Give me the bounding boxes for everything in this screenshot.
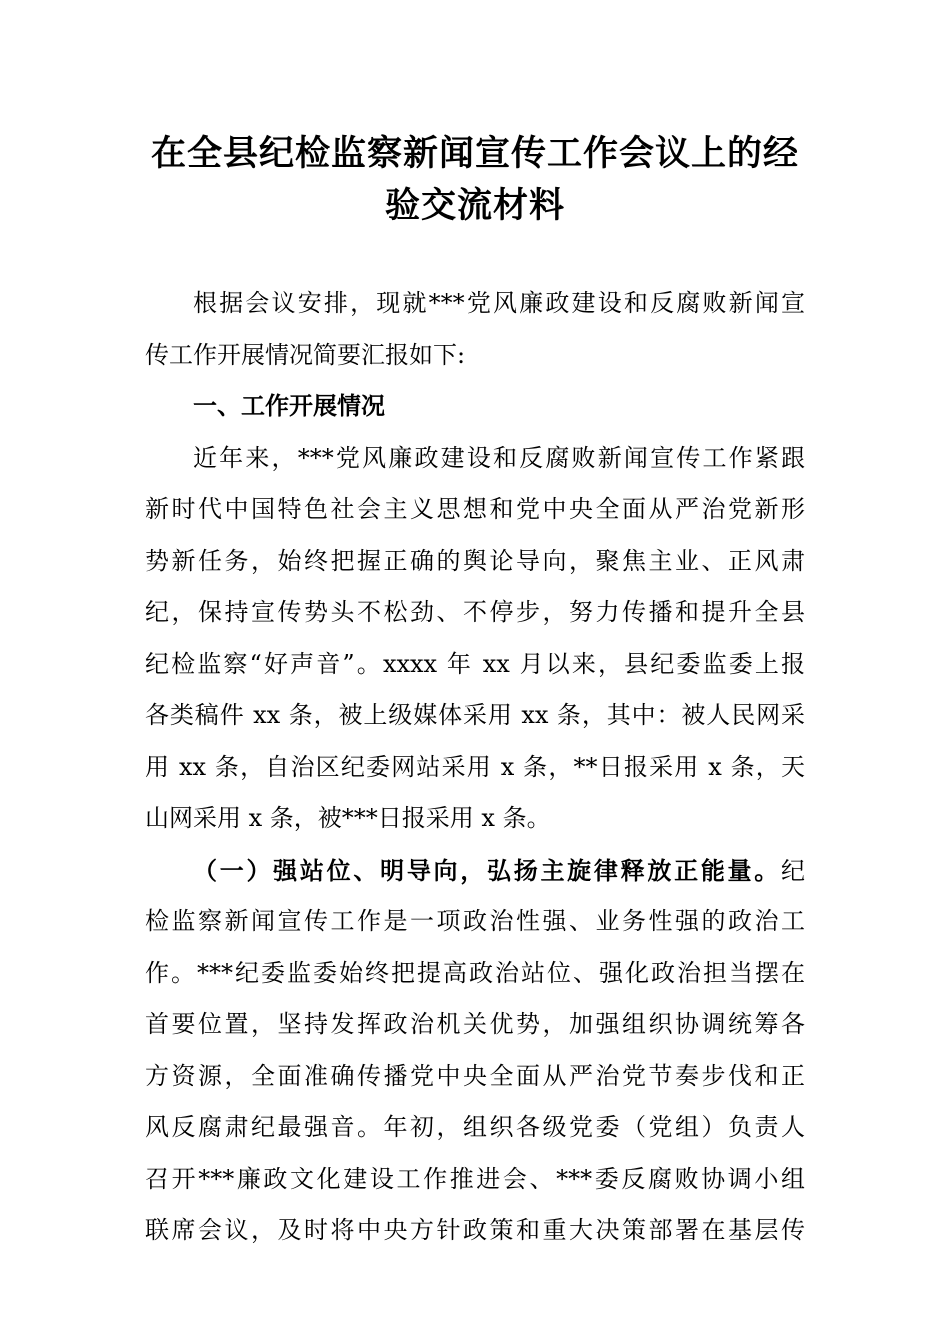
paragraph-2-line-6: 风反腐肃纪最强音。年初，组织各级党委（党组）负责人 [145, 1113, 805, 1141]
paragraph-2-line-1 [145, 845, 805, 897]
paragraph-2-line-5: 方资源，全面准确传播党中央全面从严治党节奏步伐和正 [145, 1061, 805, 1090]
title-line-2: 验交流材料 [384, 186, 565, 226]
intro-line-1: 根据会议安排，现就***党风廉政建设和反腐败新闻宣 [193, 289, 805, 317]
paragraph-2-line-8: 联席会议，及时将中央方针政策和重大决策部署在基层传 [145, 1216, 805, 1244]
intro-line-2: 传工作开展情况简要汇报如下: [145, 340, 466, 369]
paragraph-1-line-8: 山网采用 x 条，被***日报采用 x 条。 [145, 804, 551, 832]
document-body [145, 278, 805, 1257]
paragraph-2-line-3: 作。***纪委监委始终把提高政治站位、强化政治担当摆在 [145, 958, 805, 987]
paragraph-1-line-1: 近年来，***党风廉政建设和反腐败新闻宣传工作紧跟 [193, 443, 805, 472]
paragraph-2-line-4: 首要位置，坚持发挥政治机关优势，加强组织协调统筹各 [145, 1010, 805, 1038]
paragraph-1-line-4: 纪，保持宣传势头不松劲、不停步，努力传播和提升全县 [145, 598, 805, 626]
paragraph-1-line-2: 新时代中国特色社会主义思想和党中央全面从严治党新形 [145, 495, 805, 523]
title-line-1: 在全县纪检监察新闻宣传工作会议上的经 [150, 134, 799, 174]
paragraph-1-line-3: 势新任务，始终把握正确的舆论导向，聚焦主业、正风肃 [145, 546, 805, 575]
paragraph-2-line-1-text: 纪 [781, 856, 805, 885]
section-heading-1: 一、工作开展情况 [193, 392, 385, 420]
paragraph-1-line-5: 纪检监察“好声音”。xxxx 年 xx 月以来，县纪委监委上报 [145, 649, 805, 678]
subsection-heading-1: （一）强站位、明导向，弘扬主旋律释放正能量。 [193, 855, 781, 885]
paragraph-1-line-7: 用 xx 条，自治区纪委网站采用 x 条，**日报采用 x 条，天 [145, 752, 805, 781]
paragraph-2-line-7: 召开***廉政文化建设工作推进会、***委反腐败协调小组 [145, 1164, 805, 1193]
paragraph-2-line-2: 检监察新闻宣传工作是一项政治性强、业务性强的政治工 [145, 907, 805, 935]
document-title [145, 128, 805, 232]
paragraph-1-line-6: 各类稿件 xx 条，被上级媒体采用 xx 条，其中：被人民网采 [145, 701, 805, 729]
